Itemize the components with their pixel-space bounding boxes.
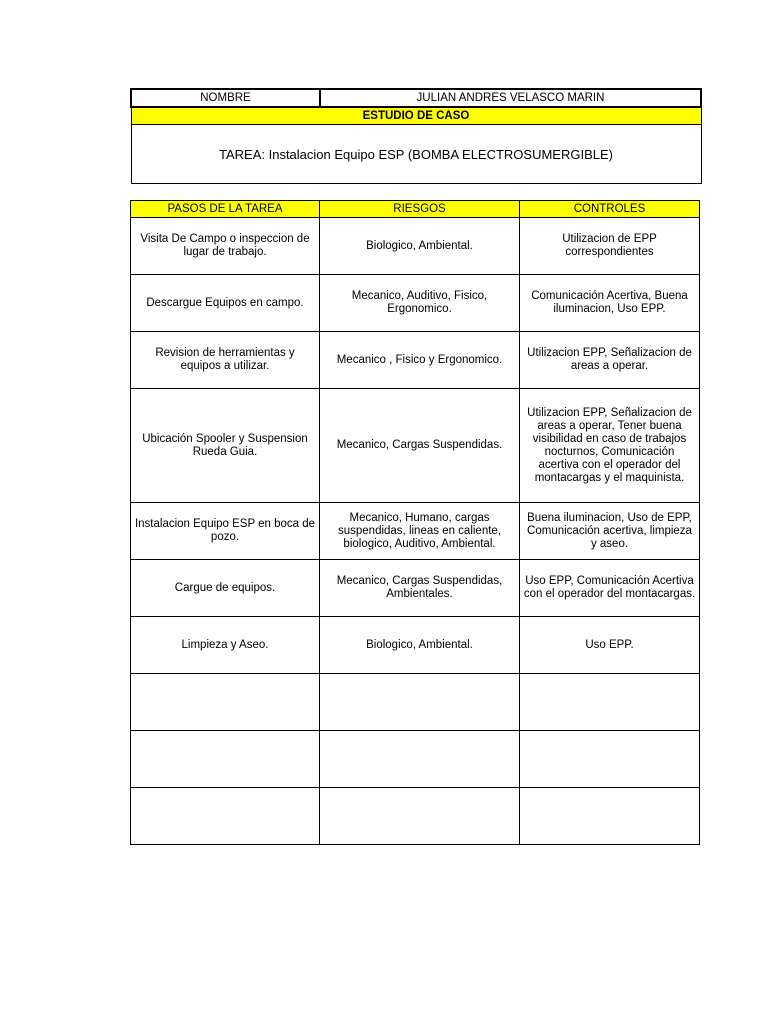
name-label: NOMBRE [131,89,320,107]
table-row [131,332,700,389]
risk-cell: Biologico, Ambiental. [320,617,520,674]
risk-cell: Mecanico, Auditivo, Fisico, Ergonomico. [320,275,520,332]
risk-cell: Mecanico , Fisico y Ergonomico. [320,332,520,389]
empty-table-row [131,731,700,788]
name-row [131,89,701,107]
section-title-row [131,107,701,125]
risk-cell: Mecanico, Cargas Suspendidas, Ambientales. [320,560,520,617]
control-cell: Uso EPP, Comunicación Acertiva con el operador del montacargas. [520,560,700,617]
step-cell: Descargue Equipos en campo. [131,275,320,332]
column-header-controls: CONTROLES [520,201,700,218]
control-cell: Comunicación Acertiva, Buena iluminacion, Uso EPP. [520,275,700,332]
table-row [131,275,700,332]
step-cell: Instalacion Equipo ESP en boca de pozo. [131,503,320,560]
table-row [131,617,700,674]
step-cell [131,731,320,788]
column-header-risks: RIESGOS [320,201,520,218]
section-title: ESTUDIO DE CASO [131,107,701,125]
risk-cell: Biologico, Ambiental. [320,218,520,275]
column-header-row [131,201,700,218]
control-cell [520,674,700,731]
name-value: JULIAN ANDRES VELASCO MARIN [320,89,701,107]
control-cell [520,788,700,845]
table-row [131,218,700,275]
risk-cell [320,731,520,788]
steps-table [130,200,700,845]
control-cell: Uso EPP. [520,617,700,674]
empty-table-row [131,674,700,731]
task-description: TAREA: Instalacion Equipo ESP (BOMBA ELECTROSUMERGIBLE) [131,125,701,184]
control-cell [520,731,700,788]
step-cell: Ubicación Spooler y Suspension Rueda Guia. [131,389,320,503]
step-cell: Limpieza y Aseo. [131,617,320,674]
table-row [131,560,700,617]
task-row [131,125,701,184]
empty-table-row [131,788,700,845]
control-cell: Utilizacion de EPP correspondientes [520,218,700,275]
step-cell [131,788,320,845]
step-cell: Revision de herramientas y equipos a utilizar. [131,332,320,389]
table-row [131,389,700,503]
control-cell: Utilizacion EPP, Señalizacion de areas a operar. [520,332,700,389]
risk-cell [320,674,520,731]
step-cell: Cargue de equipos. [131,560,320,617]
risk-cell: Mecanico, Humano, cargas suspendidas, lineas en caliente, biologico, Auditivo, Ambiental. [320,503,520,560]
step-cell: Visita De Campo o inspeccion de lugar de trabajo. [131,218,320,275]
control-cell: Utilizacion EPP, Señalizacion de areas a operar, Tener buena visibilidad en caso de trabajos nocturnos, Comunicación acertiva con el operador del montacargas y el maquinista. [520,389,700,503]
header-table [130,88,702,184]
table-row [131,503,700,560]
step-cell [131,674,320,731]
column-header-steps: PASOS DE LA TAREA [131,201,320,218]
control-cell: Buena iluminacion, Uso de EPP, Comunicación acertiva, limpieza y aseo. [520,503,700,560]
risk-cell [320,788,520,845]
risk-cell: Mecanico, Cargas Suspendidas. [320,389,520,503]
